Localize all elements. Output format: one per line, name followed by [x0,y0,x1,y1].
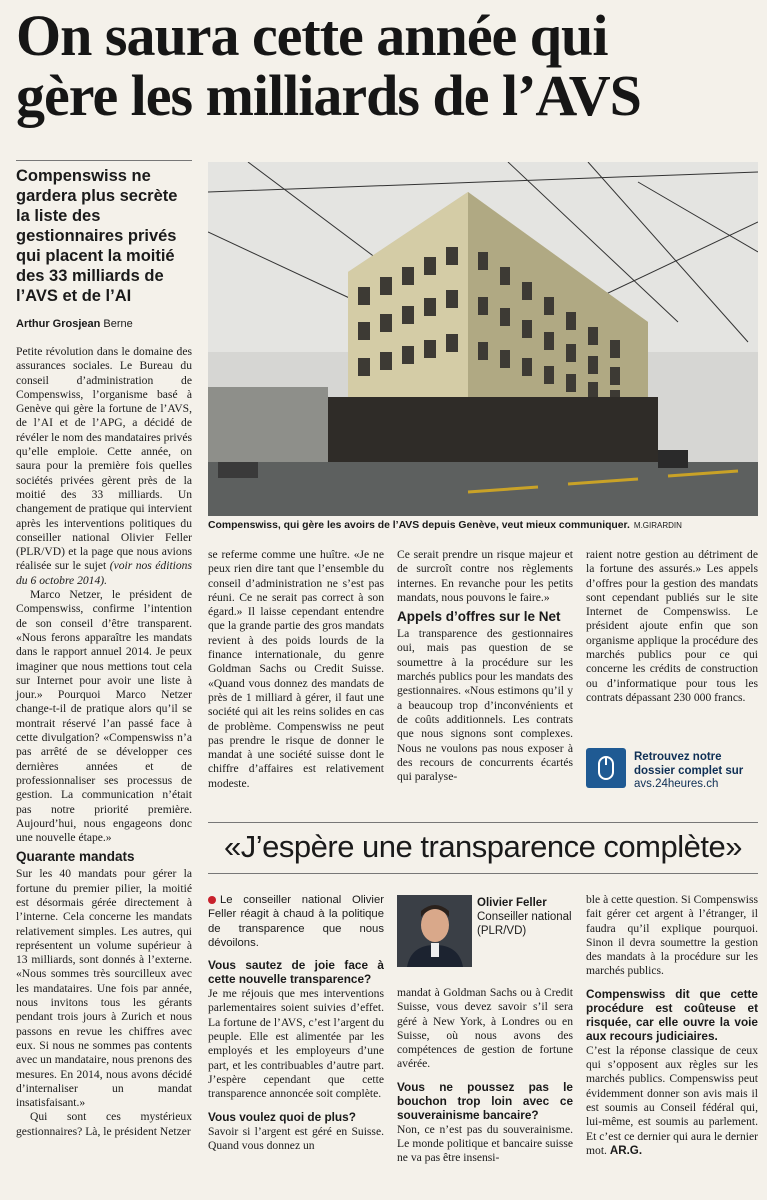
col3-paragraph-2: La transparence des gestionnaires oui, mais pas question de se soumettre à la procédure sur les marchés publics pour les mandats des gestionnaires. «Nous estimons qu’il y a beaucoup trop d’inconvénients et de coûts additionnels. Les contrats que nous signons sont complexes. Nous ne voulons pas nous exposer à des recours de concurrents écartés qui paralyse- [397,627,573,784]
interview-answer-3: Non, ce n’est pas du souverainisme. Le monde politique et bancaire suisse ne va pas être insensi- [397,1122,573,1165]
col1-paragraph-4: Qui sont ces mystérieux gestionnaires? Là, le président Netzer [16,1110,192,1138]
deck-top-rule [16,160,192,161]
col4-paragraph-1: raient notre gestion au détriment de la fortune des assurés.» Les appels d’offres pour la gestion des mandats sont cependant publiés sur le site Internet de Compenswiss. Le président ajoute enfin que son organisme applique la procédure des marchés publics pour ce qui concerne les crédits de construction ou d’informatique pour tous les contrats dépassant 230 000 francs. [586,548,758,704]
col1-paragraph-2: Marco Netzer, le président de Compenswiss, confirme l’intention de son conseil d’être transparent. «Nous ferons apparaître les mandats dans le rapport annuel 2014. Je peux imaginer que nous mettions tout cela sur Internet pour avoir une liste à jour.» Pourquoi Marco Netzer change-t-il de pratique alors qu’il se montrait réservé l’an passé face à cette divulgation? «Compenswiss n’a pas arrêté de se développer ces dernières années et de professionnaliser ses processus de gestion. La communication n’était pas notre priorité première. Aujourd’hui, nous engageons donc une nouvelle étape.» [16,588,192,845]
promo-link[interactable]: avs.24heures.ch [634,778,719,790]
col1-paragraph-3: Sur les 40 mandats pour gérer la fortune du premier pilier, la moitié est désormais gérée directement à l’interne. Cela concerne les mandats relativement simples. Les autres, qui représentent un volume supérieur à 13 milliards, sont donnés à l’externe. «Nous sommes très sourcilleux avec les mandataires. Une fois par année, nous invitons tous les gérants pendant trois jours à Zurich et nous passons en revue les chiffres avec eux. Si nous ne sommes pas contents avec un mandataire, nous prenons des mesures. En 2014, nous avons décidé d’internaliser un mandat insatisfaisant.» [16,867,192,1110]
byline-author: Arthur Grosjean [16,318,101,330]
interview-question-1: Vous sautez de joie face à cette nouvelle transparence? [208,958,384,987]
red-bullet-icon [208,896,216,904]
article-signature: AR.G. [609,1143,643,1157]
interview-question-2: Vous voulez quoi de plus? [208,1109,356,1124]
interview-column-b [397,986,573,1166]
headline [16,3,756,128]
interview-answer-4 [586,1044,758,1158]
deck: Compenswiss ne gardera plus secrète la liste des gestionnaires privés qui placent la moitié des 33 milliards de l’AVS et de l’AI [16,167,178,305]
column-1 [16,345,192,1195]
building-photo-art [208,162,758,516]
headline-line-2: gère les milliards de l’AVS [16,63,641,128]
promo-text: Retrouvez notre dossier complet sur [634,751,744,777]
caption-text: Compenswiss, qui gère les avoirs de l’AVS depuis Genève, veut mieux communiquer. [208,520,630,531]
column-4 [586,548,758,705]
quote-top-rule [208,822,758,823]
col1-p1-text: Petite révolution dans le domaine des assurances sociales. Le Bureau du conseil d’administration de Compenswiss, l’organisme basé à Genève qui gère la fortune de l’AVS, de l’AI et de l’APG, a décidé de révéler le nom des mandataires privés qu’elle emploie. Cette année, on saura pour la première fois quelles sociétés privées gèrent près de la moitié des 33 milliards. Un changement de pratique qui intervient après les interventions politiques du conseiller national Olivier Feller (PLR/VD) et la page que nous avions réalisée sur le sujet [16,345,192,573]
photo-credit: M.GIRARDIN [633,521,682,530]
interviewee-label [477,896,587,938]
col3-paragraph-1: Ce serait prendre un risque majeur et de surcroît contre nos règlements internes. En revanche pour les petits mandats, nous pouvons le faire.» [397,548,573,604]
interview-column-a [208,893,384,1153]
pull-quote: «J’espère une transparence complète» [224,829,742,864]
interview-question-4: Compenswiss dit que cette procédure est coûteuse et risquée, car elle ouvre la voie aux recours judiciaires. [586,986,758,1043]
olivier-feller-portrait [397,895,472,967]
interview-answer-3-cont: ble à cette question. Si Compenswiss fait gérer cet argent à l’étranger, il faudra qu’il explique pourquoi. Sinon il devra soumettre la gestion des mandats à la procédure sur les marchés publics. [586,893,758,978]
byline-place: Berne [103,318,133,330]
col2-paragraph-1: se referme comme une huître. «Je ne peux rien dire tant que l’ensemble du conseil d’administration ne s’est pas réuni. Ce ne serait pas correct à son égard.» Il laisse cependant entendre que la grande partie des gros mandats revient à des poids lourds de la finance internationale, du genre Goldman Sachs ou Credit Suisse. «Quand vous donnez des mandats de près de 1 milliard à gérer, il faut une société qui ait les reins solides en cas de problème. Compenswiss ne peut pas prendre le risque de donner le mandat à une société suisse dont le chiffre d’affaires est relativement modeste. [208,548,384,790]
subhead-appels-offres: Appels d’offres sur le Net [397,609,561,625]
subhead-quarante-mandats: Quarante mandats [16,849,135,865]
col1-p1-note: (voir nos éditions du 6 octobre 2014). [16,559,192,587]
interview-column-c [586,893,758,1158]
interviewee-name: Olivier Feller [477,897,547,909]
building-photo [208,162,758,516]
interviewee-title: Conseiller national (PLR/VD) [477,911,572,937]
interview-question-3: Vous ne poussez pas le bouchon trop loin avec ce souverainisme bancaire? [397,1079,573,1122]
quote-bottom-rule [208,873,758,874]
interview-answer-2: Savoir si l’argent est géré en Suisse. Quand vous donnez un [208,1124,384,1152]
mouse-icon [586,748,626,788]
column-2 [208,548,384,791]
dossier-promo[interactable] [586,748,758,796]
column-3 [397,548,573,784]
col1-paragraph-1 [16,345,192,588]
headline-line-1: On saura cette année qui [16,3,608,68]
interview-intro-text: Le conseiller national Olivier Feller réagit à chaud à la politique de transparence que nous dévoilons. [208,894,384,949]
interview-answer-4-text: C’est la réponse classique de ceux qui s’opposent aux règles sur les marchés publics. Compenswiss peut évidemment donner son avis mais il est soumis au Conseil fédéral qui, lui-même, est soumis au parlement. Et c’est ce dernier qui aura le dernier mot. [586,1043,758,1157]
interview-answer-1: Je me réjouis que mes interventions parlementaires soient suivies d’effet. La fortune de l’AVS, c’est l’argent du peuple. Elle est alimentée par les employés et les employeurs d’une part, et les contribuables d’autre part. J’espère cependant que cette transparence annoncée soit complète. [208,987,384,1101]
interview-answer-2-cont: mandat à Goldman Sachs ou à Credit Suisse, vous devez savoir s’il sera géré à New York, à Londres ou en Suisse, où nous avons des compétences de gestion de fortune avérée. [397,986,573,1071]
interview-intro [208,893,384,950]
byline [16,318,133,330]
photo-caption [208,520,758,531]
